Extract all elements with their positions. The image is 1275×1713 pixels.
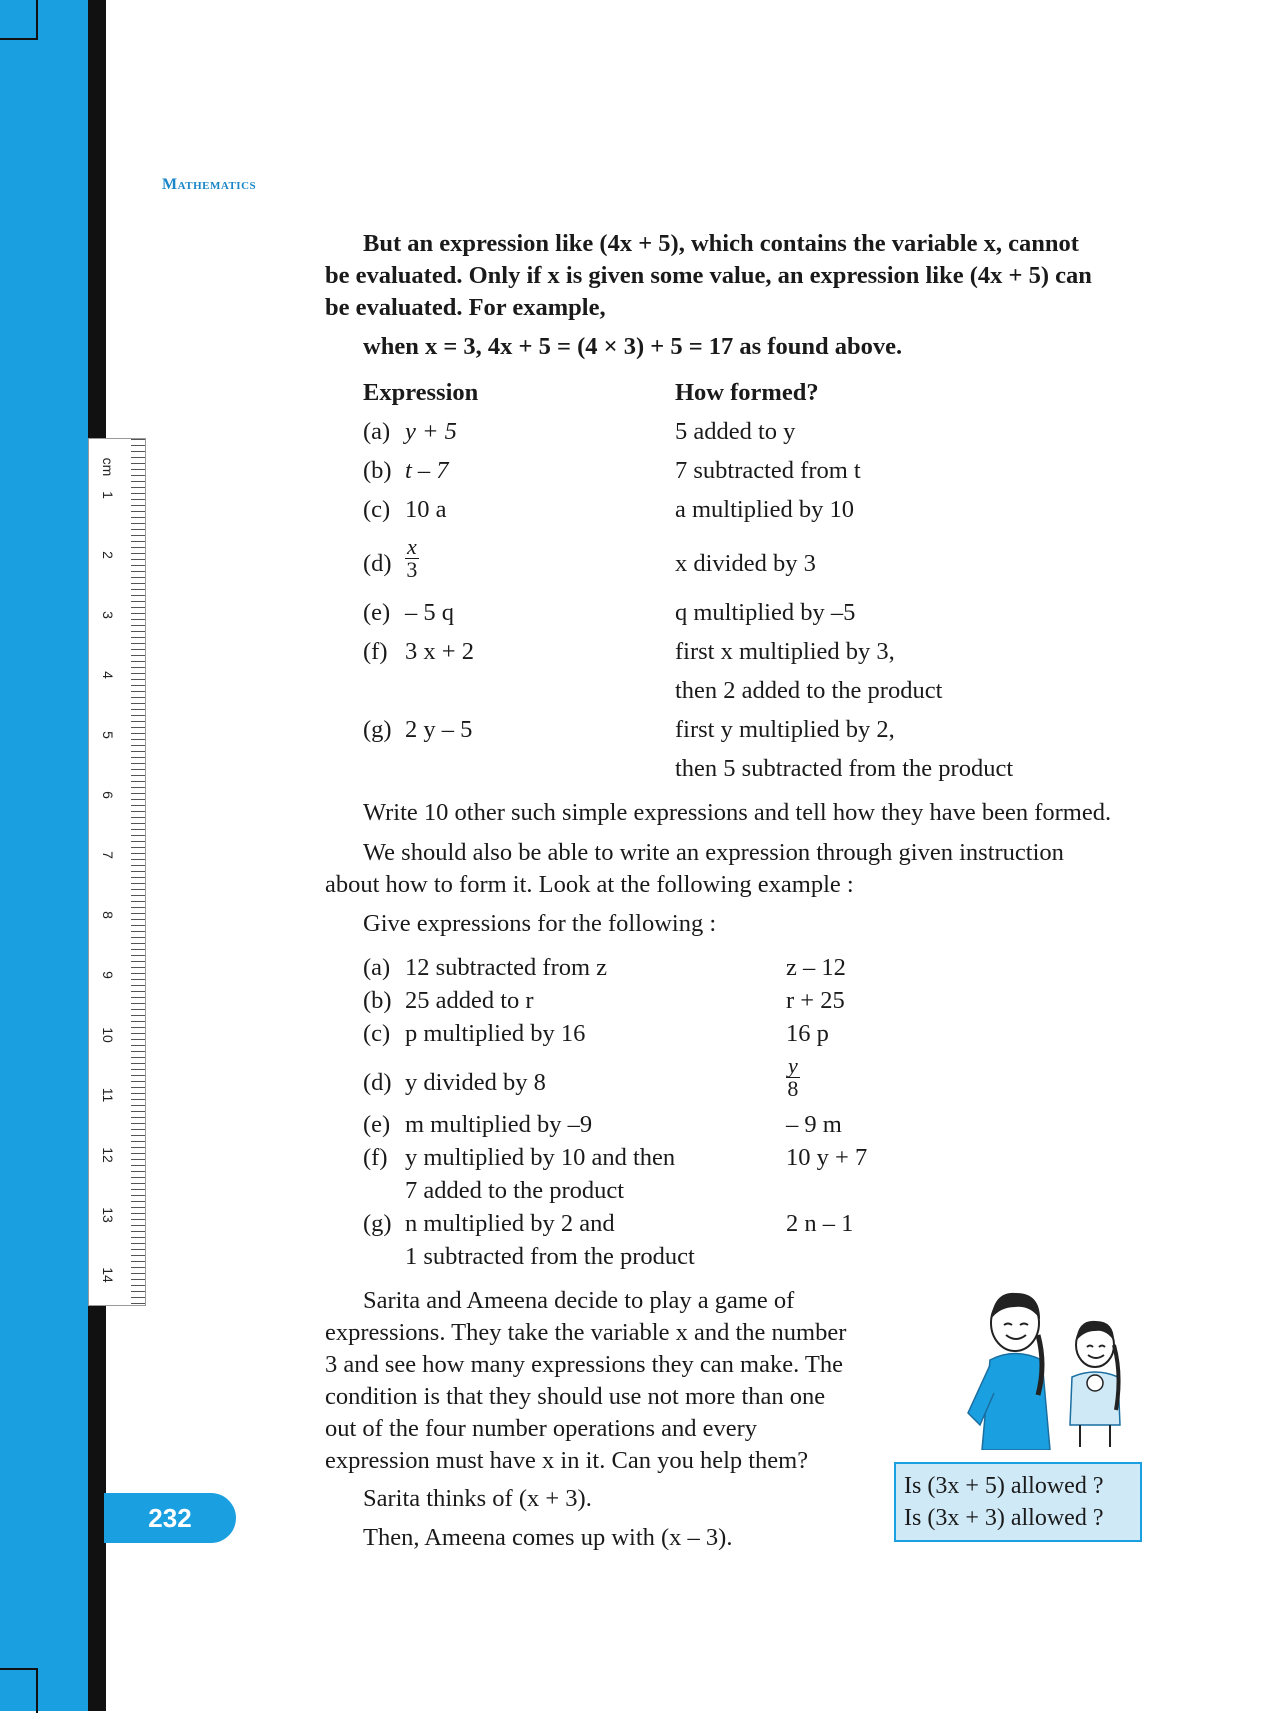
row-expression: – 5 q: [405, 599, 454, 626]
ruler-mark: 1: [100, 491, 116, 499]
row-expression: 10 y + 7: [786, 1144, 868, 1171]
fraction-denominator: 3: [406, 557, 418, 582]
ruler-mark: 7: [100, 851, 116, 859]
row-how-formed: first y multiplied by 2,: [675, 716, 895, 743]
para-give-expressions: Give expressions for the following :: [363, 910, 717, 937]
question-2: Is (3x + 3) allowed ?: [904, 1505, 1104, 1531]
row-expression: t – 7: [405, 457, 449, 484]
intro-line-4: when x = 3, 4x + 5 = (4 × 3) + 5 = 17 as found above.: [363, 333, 903, 360]
row-label: (d): [363, 1069, 392, 1096]
row-label: (b): [363, 987, 392, 1014]
row-label: (a): [363, 954, 391, 981]
intro-line-3: be evaluated. For example,: [325, 294, 606, 321]
row-instruction-cont: 7 added to the product: [405, 1177, 625, 1204]
ruler-mark: 10: [100, 1027, 116, 1043]
row-label: (d): [363, 550, 392, 577]
row-how-formed: a multiplied by 10: [675, 496, 854, 523]
running-header: Mathematics: [162, 176, 257, 193]
ruler-mark: 5: [100, 731, 116, 739]
row-label: (f): [363, 638, 388, 665]
row-label: (g): [363, 1210, 392, 1237]
ruler-mark: 9: [100, 971, 116, 979]
row-label: (e): [363, 1111, 391, 1138]
game-line-5: out of the four number operations and every: [325, 1415, 758, 1442]
page-number-badge: 232: [104, 1493, 236, 1543]
fraction-numerator: x: [407, 534, 417, 559]
row-how-formed-cont: then 2 added to the product: [675, 677, 943, 704]
row-instruction: p multiplied by 16: [405, 1020, 586, 1047]
question-box: [894, 1462, 1142, 1542]
ruler-mark: 3: [100, 611, 116, 619]
row-label: (c): [363, 1020, 391, 1047]
row-how-formed-cont: then 5 subtracted from the product: [675, 755, 1014, 782]
row-instruction: m multiplied by –9: [405, 1111, 593, 1138]
game-line-2: expressions. They take the variable x and the number: [325, 1319, 847, 1346]
fraction-denominator: 8: [787, 1076, 799, 1101]
row-label: (g): [363, 716, 392, 743]
row-how-formed: 5 added to y: [675, 418, 796, 445]
two-girls-illustration: [960, 1285, 1140, 1450]
ruler-unit: cm: [100, 457, 116, 477]
row-expression-fraction: [405, 536, 419, 581]
crop-mark-bottom: [0, 1668, 38, 1713]
girl-ameena-figure: [1070, 1321, 1120, 1447]
game-line-1: Sarita and Ameena decide to play a game of: [363, 1287, 795, 1314]
row-how-formed: x divided by 3: [675, 550, 816, 577]
table1-header-how: How formed?: [675, 379, 819, 406]
intro-line-2: be evaluated. Only if x is given some value, an expression like (4x + 5) can: [325, 262, 1092, 289]
ruler-mark: 11: [100, 1087, 116, 1103]
row-expression: 2 n – 1: [786, 1210, 854, 1237]
row-expression: 16 p: [786, 1020, 829, 1047]
row-label: (e): [363, 599, 391, 626]
ruler-mark: 14: [100, 1267, 116, 1283]
ameena-line: Then, Ameena comes up with (x – 3).: [363, 1524, 733, 1551]
game-line-6: expression must have x in it. Can you help them?: [325, 1447, 809, 1474]
ruler-mark: 12: [100, 1147, 116, 1163]
sarita-line: Sarita thinks of (x + 3).: [363, 1485, 592, 1512]
fraction-numerator: y: [788, 1053, 798, 1078]
ruler-mark: 6: [100, 791, 116, 799]
ruler-mark: 2: [100, 551, 116, 559]
para-instruction-2: about how to form it. Look at the following example :: [325, 871, 854, 898]
row-expression-fraction: [786, 1055, 800, 1100]
row-how-formed: 7 subtracted from t: [675, 457, 861, 484]
page-side-strip: [0, 0, 88, 1711]
row-expression: y + 5: [405, 418, 457, 445]
row-expression: r + 25: [786, 987, 845, 1014]
row-how-formed: q multiplied by –5: [675, 599, 856, 626]
game-line-3: 3 and see how many expressions they can make. The: [325, 1351, 843, 1378]
girl-sarita-figure: [968, 1293, 1050, 1450]
row-instruction: y divided by 8: [405, 1069, 546, 1096]
ruler-mark: 8: [100, 911, 116, 919]
row-expression: 10 a: [405, 496, 447, 523]
row-expression: 2 y – 5: [405, 716, 473, 743]
row-instruction: 25 added to r: [405, 987, 534, 1014]
row-how-formed: first x multiplied by 3,: [675, 638, 895, 665]
row-label: (c): [363, 496, 391, 523]
question-1: Is (3x + 5) allowed ?: [904, 1473, 1104, 1499]
ruler-mark: 4: [100, 671, 116, 679]
row-label: (b): [363, 457, 392, 484]
crop-mark-top: [0, 0, 38, 40]
row-instruction: n multiplied by 2 and: [405, 1210, 615, 1237]
row-label: (f): [363, 1144, 388, 1171]
table1-header-expression: Expression: [363, 379, 479, 406]
row-expression: – 9 m: [786, 1111, 842, 1138]
row-expression: z – 12: [786, 954, 846, 981]
row-instruction: y multiplied by 10 and then: [405, 1144, 676, 1171]
para-write-ten: Write 10 other such simple expressions and tell how they have been formed.: [363, 799, 1112, 826]
game-line-4: condition is that they should use not more than one: [325, 1383, 826, 1410]
row-label: (a): [363, 418, 391, 445]
row-instruction-cont: 1 subtracted from the product: [405, 1243, 695, 1270]
row-instruction: 12 subtracted from z: [405, 954, 608, 981]
ruler: [88, 438, 146, 1306]
intro-line-1: But an expression like (4x + 5), which contains the variable x, cannot: [363, 230, 1079, 257]
row-expression: 3 x + 2: [405, 638, 474, 665]
ruler-mark: 13: [100, 1207, 116, 1223]
para-instruction-1: We should also be able to write an expression through given instruction: [363, 839, 1064, 866]
